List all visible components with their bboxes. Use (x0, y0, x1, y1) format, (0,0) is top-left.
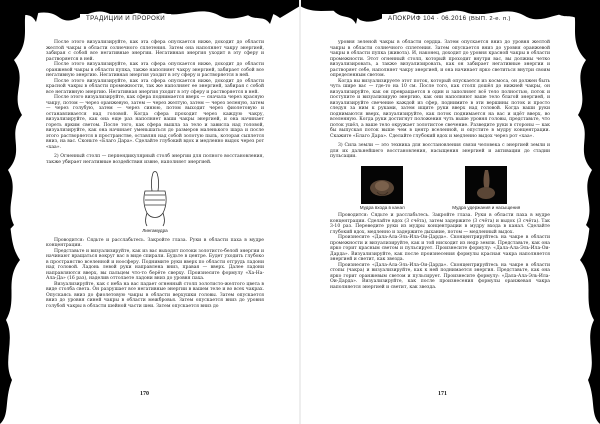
paragraph: 2) Огненный столп — перпендикулярный столб энергии для полного восстановления, также убирает негативные воздействия извне, наполняет энергией. (46, 154, 264, 165)
right-body-text (330, 40, 550, 290)
page-number: 170 (140, 391, 149, 397)
running-head: ТРАДИЦИИ И ПРОРОКИ (80, 14, 171, 23)
mudra-figures (336, 166, 544, 211)
right-tribal-border (566, 0, 600, 424)
book-gutter (299, 0, 301, 424)
paragraph: Проводится: Сядьте и расслабьтесь. Закройте глаза. Руки в области паха в мудре концентрации. Сделайте вдох (3 счёта), затем задержите (3 счёта) и выдох (3 счёта). Так 3-10 раз. Переведите руки из мудры концентрации в мудру входа в канал. Сделайте глубокий вдох, медленно и задержите дыхание, потом — медленный выдох. (330, 213, 550, 235)
figure-caption: Лингамудра (142, 228, 168, 233)
paragraph: 3) Сила земли — это техника для восстановления связи человека с энергией земли и для их дальнейшего восстановления, насыщения энергией и активации до стадии пульсации. (330, 143, 550, 159)
magazine-title: АПОКРИФ 104 · 06.2016 (388, 15, 467, 22)
page-number: 171 (438, 391, 447, 397)
paragraph: После этого визуализируйте, как эта сфера опускается ниже, доходит до области желтой чакры в области солнечного сплетения. Затем она наполняет чакру энергией, забирая с собой все негативные энергии. Негативная энергия уходит в эту сферу и растворяется в ней. (46, 40, 264, 62)
paragraph: Произнесите «Дала-Ала-Эль-Ила-Ои-Дарда». Сконцентрируйтесь на чакре в области стопы (чакра) и визуализируйте, как к ней поднимается энергия. Представьте, как она ярко горит оранжевым светом и пульсирует. Произнесите формулу: «Дала-Ала-Эль-Ила-Ои-Дарда». Визуализируйте, как после произнесения формулы оранжевая чакра наполняется энергией и светит, как звезда. (330, 262, 550, 290)
right-page (300, 0, 600, 424)
paragraph: После этого визуализируйте, как эта сфера опускается ниже, доходит до области оранжевой чакры в области пупка, также наполняет чакру энергией, забирает собой все негативную энергию. Негативная энергия уходит в эту сферу и растворяется в ней. (46, 62, 264, 78)
running-head (382, 14, 517, 23)
paragraph: Произнесите «Дала-Ала-Эль-Ила-Ои-Дарда». Сконцентрируйтесь на чакре в области промежности и визуализируйте, как и той нисходит из недр земли. Представьте, как она ярко горит красным светом и пульсирует. Произнесите формулу: «Дала-Ала-Эль-Ила-Ои-Дарда». Визуализируйте, как после произнесения формулы красная чакра наполняется энергией и светит, как звезда. (330, 235, 550, 262)
paragraph: После этого визуализируйте, как сфера поднимается вверх — сначала через красную чакру, потом — через оранжевую, затем — через желтую, затем — через зеленую, затем — через голубую, затем — через синюю, потом выходит через фиолетовую и останавливается над головой. Когда сфера проходит через каждую чакру, визуализируйте, как она еще раз наполняет ваши чакры энергией, и она начинает гореть ярким светом. После того, как сфера вышла за тело и зависла над головой, визуализируйте, как она начинает уменьшаться до размеров маленького шара и после этого растворяется в пространстве, оставляя над собой золотую пыль, которая сыплется вниз, на вас. Сконьте «Благо Дара». Сделайте глубокий вдох и медленно выдох через рот «хаа». (46, 95, 264, 150)
paragraph: Представьте и визуализируйте, как из вас выходят потоки золотисто-белой энергии и начинают вращаться вокруг вас в виде спирали. Будьте в центре. Будет уходить глубоко в пространство вселенной и ноосферу. Поднимите руки вверх по области отгрудь ладони над головой. Ладонь левой руки направлена вниз, правая — вверх. Далее ладони направляются вверх, вы пальцем что-то берёте сверху. Произнесите формулу «Ха-На-Ала-Да» (16 раз), наделив оттолаете ладони вниз до уровня паха. (46, 248, 264, 281)
mudra-photo (361, 166, 403, 204)
hand-mudra-illustration (135, 169, 175, 227)
issue-number: (ВЫП. 2-е. п.) (468, 16, 511, 22)
lingamudra-figure (46, 169, 264, 234)
paragraph: Проводится: Сядьте и расслабьтесь. Закройте глаза. Руки в области паха в мудре концентрации. (46, 237, 264, 248)
paragraph: После этого визуализируйте, как эта сфера опускается ниже, доходит до области красной чакры в области промежности, так же наполняет ее энергией, забирая с собой все негативную энергию. Негативная энергия уходит в эту сферу и растворяется в ней. (46, 78, 264, 95)
figure-caption: Мудра входа в канал (359, 204, 405, 210)
figure-caption: Мудра удержания и насыщения (452, 204, 521, 210)
mudra-photo (465, 166, 507, 204)
left-body-text (46, 40, 264, 309)
paragraph: Когда вы визуализируете этот поток, который опускается из космоса, он должен быть чуть шире вас — где-то на 10 см. После того, как столп дошёл до нижней чакры, он визуализируйте, как он превращается в один и заполняет всё тело полностью, поток и поступите и визуализирую энергию, как они наполняют ваше тело благой энергией, и визуализируйте свечение каждой из сфер, поднимите в эти вершины поток и просто следуя за ним к руками, затем ищите руки вверх над головой. Когда ваши руки поднимаются вверх, визуализируйте, как поток поднимается на вас и идёт вверх, во вселенную. Когда руки достигнут положения чуть выше уровня головы, представьте, что поток ушёл, а ваше тело окружает золотистое свечение. Разведите руки в стороны — как бы выпуская поток выше чем в центр вселенной, и опустите в мудру концентрации. Скажите «Благо Дара». Сделайте глубокий вдох и медленно выдох через рот «хаа». (330, 78, 550, 139)
paragraph: уровня зеленой чакры в области сердца. Затем опускается вниз до уровня желтой чакры в области солнечного сплетения. Затем опускается вниз до уровня оранжевой чакры в области пупка (живота). И, наконец, доходит до уровня красной чакры в области промежности. Этот огненный столп, который проходит внутри вас, вы должны четко визуализировать, а также визуализировать, как он забирает негативные энергии и растворяет себе, наполняет чакру энергией, и она начинает ярко светиться внутри своим определенным светом. (330, 40, 550, 78)
mudra-figure (452, 166, 520, 211)
paragraph: Визуализируйте, как с неба на вас падает огненный столп золотисто-желтого цвета в виде столба света. Он разрушает все негативные энергии в вашем теле и во всех чакрах. Опускаясь вниз до фиолетовую чакры в области верхушки головы. Затем опускается вниз до уровня синей чакры в области межбровья. Затем опускается вниз до уровня голубой чакры в области шейной части шеи. Затем опускается вниз до (46, 281, 264, 309)
left-tribal-border (0, 0, 34, 424)
mudra-figure (360, 166, 405, 211)
